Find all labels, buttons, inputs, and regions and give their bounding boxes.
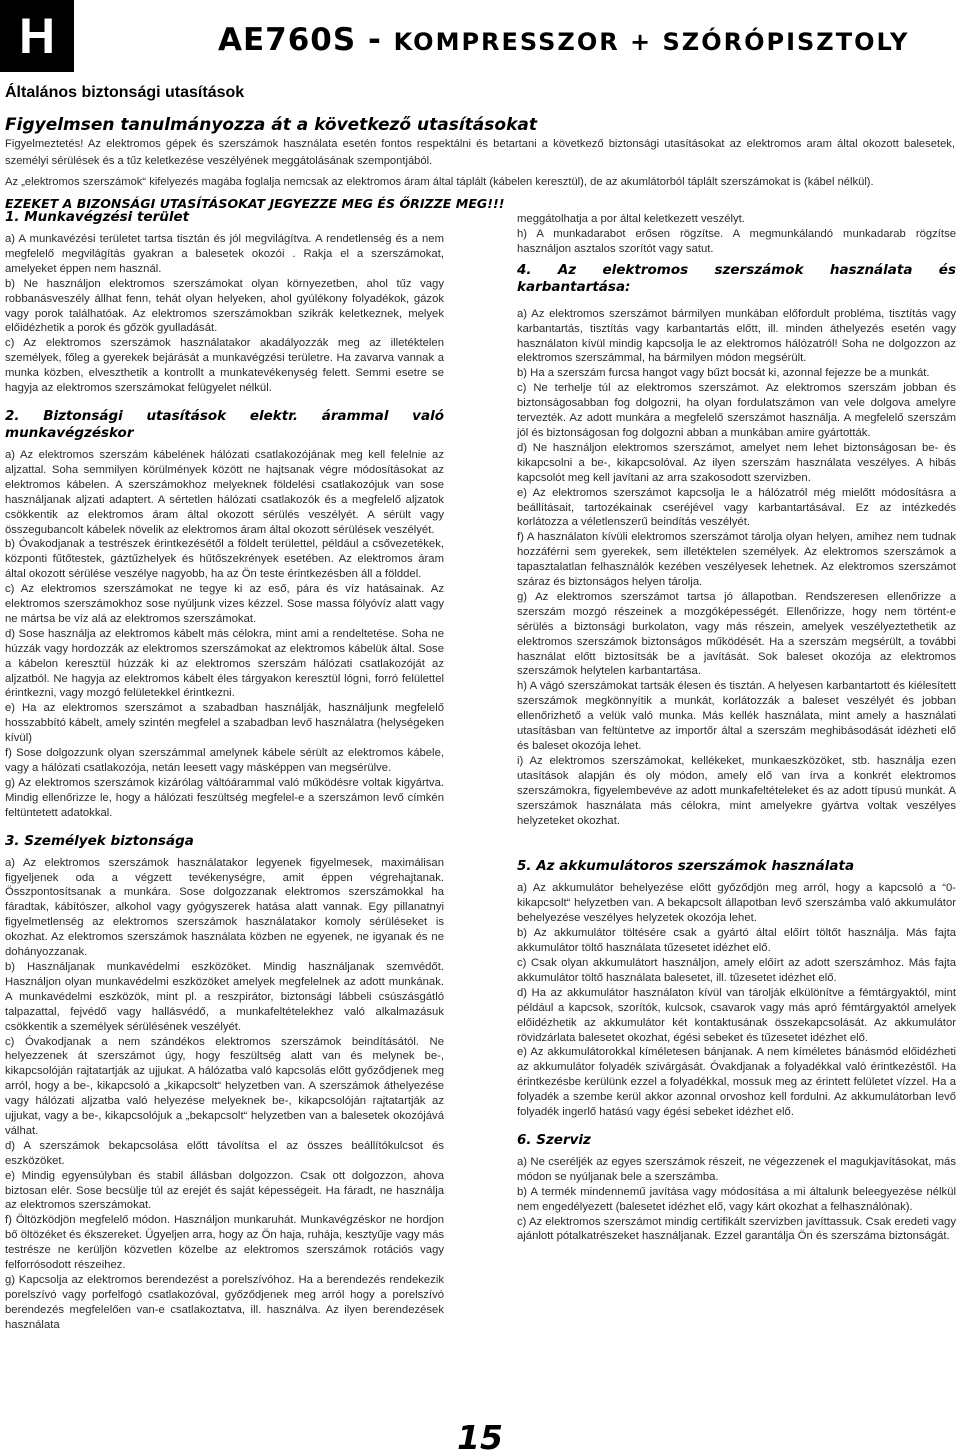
paragraph: e) Mindig egyensúlyban és stabil állásban dolgozzon. Csak ott dolgozzon, ahova biztosan elér. Sose becsülje túl az erejét és saját képességeit. Ha fáradt, ne használja az elektromos szerszámokat. xyxy=(5,1169,444,1212)
section-heading: 4. Az elektromos szerszámok használata és karbantartása: xyxy=(517,261,956,295)
spacer xyxy=(517,828,956,858)
language-code-box: H xyxy=(0,0,74,72)
left-column xyxy=(5,209,444,1333)
spacer xyxy=(5,396,444,408)
paragraph: e) Az elektromos szerszámot kapcsolja le a hálózatról még mielőtt módosításra a beállításait, tartozékainak cseréjével vagy karbantartásával. Ez az intézkedés korlátozza a véletlenszerű beindítás veszélyét. xyxy=(517,486,956,529)
paragraph: c) Az elektromos szerszámok használatakor akadályozzák meg az illetéktelen személyek, főleg a gyerekek bejárását a munkavégzési területre. Ha zavarva vannak a munka közben, elveszthetik a kontrollt a munkatevékenység felett. Semmi esetre se hagyja az elektromos szerszámokat felügyelet nélkül. xyxy=(5,337,444,395)
paragraph: d) Ha az akkumulátor használaton kívül van tárolják elkülönítve a fémtárgyaktól, mint például a kapcsok, szorítók, kulcsok, csavarok vagy más apró fémtárgyaktól amelyek előidézhetik az akkumulátor két kontaktusának összekapcsolását. Az akkumulátor rövidzárlata balesetet okozhat, égési sebeket és tűzesetet idézhet elő. xyxy=(517,986,956,1044)
paragraph: a) Az elektromos szerszámot bármilyen munkában előfordult probléma, tisztítás vagy karbantartás, tisztítás vagy karbantartás előtt, ill. minden áthelyezés esetén vagy használaton kívül mindig kapcsolja le az elektromos hálózatról! Soha ne dolgozzon az elektromos szerszámmal, ha bármilyen módon megsérült. xyxy=(517,307,956,365)
paragraph: a) Az akkumulátor behelyezése előtt győződjön meg arról, hogy a kapcsoló a “0-kikapcsolt“ helyzetben van. A bekapcsolt állapotban levő szerszámba való akkumulátor behelyezése veszélyes helyzetek okozója lehet. xyxy=(517,882,956,925)
section-heading: 5. Az akkumulátoros szerszámok használata xyxy=(517,858,855,875)
spacer xyxy=(5,821,444,833)
intro-text xyxy=(5,136,955,195)
paragraph: b) Ne használjon elektromos szerszámokat olyan környezetben, ahol tűz vagy robbanásveszély állhat fenn, tehát olyan helyeken, ahol gyúlékony folyadékok, gázok vagy porok találhatóak. Az elektromos szerszámokban szikrák keletkeznek, melyek előidézhetik a porok és gőzök gyulladását. xyxy=(5,277,444,335)
paragraph: d) A szerszámok bekapcsolása előtt távolítsa el az összes beállítókulcsot és eszközöket. xyxy=(5,1139,444,1167)
paragraph: c) Az elektromos szerszámokat ne tegye ki az eső, pára és víz hatásainak. Az elektromos szerszámokhoz sose nyúljunk vizes kézzel. Sose massa fólyóvíz alatt vagy ne mártsa be víz alá az elektromos szerszámokat. xyxy=(5,583,444,625)
paragraph: c) Ne terhelje túl az elektromos szerszámot. Az elektromos szerszám jobban és biztonságosabban fog dolgozni, ha olyan fordulatszámon van vele dolgova amelyre tervezték. Az adott munkára a megfelelő szerszámot használja. A megfelelő szerszám jól és biztonságosan fog dolgozni abban a munkában amire gyártották. xyxy=(517,382,956,439)
paragraph: d) Sose használja az elektromos kábelt más célokra, mint ami a rendeltetése. Soha ne húzzák vagy hordozzák az elektromos szerszámokat az elektromos kábelük által. Sose a kábelon keresztül húzzák ki az elektromos szerszám hálózati csatlakozóját az aljzatból. Ne hagyja az elektromos kábelt éles tárgyakon keresztül lógni, forró felülettel érintkezni, vagy mozgó felületekkel érintkezni. xyxy=(5,627,444,700)
paragraph: b) A termék mindennemű javítása vagy módosítása a mi általunk beleegyezése nélkül nem engedélyezett (balesetet idézhet elő, vagy kárt okozhat a felhasználónak). xyxy=(517,1185,956,1213)
paragraph: d) Ne használjon elektromos szerszámot, amelyet nem lehet biztonságosan be- és kikapcsolni a be-, kikapcsolóval. Az ilyen szerszám használata veszélyes. A hibás kapcsolót meg kell javítani az arra szakosodott szervizben. xyxy=(517,441,956,484)
paragraph: f) Sose dolgozzunk olyan szerszámmal amelynek kábele sérült az elektromos kábele, vagy a hálózati csatlakozója, netán leesett vagy másképpen van megsérülve. xyxy=(5,747,444,774)
section-heading: 1. Munkavégzési terület xyxy=(5,209,190,225)
paragraph: b) Óvakodjanak a testrészek érintkezésétől a földelt területtel, például a csővezetékek, központi fűtőtestek, gáztűzhelyek és hűtőszekrények esetében. Az elektromos áram által okozott sérülése veszélye nagyobb, ha az Ön teste érintkezésben áll a földdel. xyxy=(5,538,444,581)
paragraph: i) Az elektromos szerszámokat, kellékeket, munkaeszközöket, stb. használja ezen utasítások alapján és oly módon, amely elő van írva a konkrét elektromos szerszámokra, figyelembevéve az adott munkafeltételeket és az adott típusú munkát. A szerszámok használata más célokra, mint amelyekre gyártva voltak veszélyes helyzeteket okozhat. xyxy=(517,754,956,827)
warning-heading: Figyelmsen tanulmányozza át a következő utasításokat xyxy=(5,115,537,135)
paragraph: g) Kapcsolja az elektromos berendezést a porelszívóhoz. Ha a berendezés rendekezik porelszívó vagy porfelfogó csatlakozóval, győződjenek meg arról hogy a porelszívó berendezés megfelelően van-e csatlakoztatva, ill. használva. Az ilyen berendezések használata xyxy=(5,1274,444,1331)
paragraph: f) A használaton kívüli elektromos szerszámot tárolja olyan helyen, amihez nem tudnak hozzáférni sem gyerekek, sem illetéktelen személyek. Az elektromos szerszámok a tapasztalatlan felhasználók kezében veszélyesek lehetnek. Az elektromos szerszámot száraz és biztonságos helyen tárolja. xyxy=(517,531,956,589)
page-header-title xyxy=(218,22,948,58)
paragraph: g) Az elektromos szerszámok kizárólag váltóárammal való működésre voltak kigyártva. Mindig ellenőrizze le, hogy a hálózati feszültség megfelel-e a szerszámon levő címkén feltüntetett adatokkal. xyxy=(5,776,444,819)
general-safety-heading: Általános biztonsági utasítások xyxy=(5,84,245,101)
intro-paragraph: Figyelmeztetés! Az elektromos gépek és szerszámok használata esetén fontos respektálni és betartani a következő biztonsági utasításokat az elektromos aram által okozott balesetek, személyi sérülések és a tűz keletkezése veszélyének meggátolásának szempontjából. xyxy=(5,138,955,167)
paragraph: b) Ha a szerszám furcsa hangot vagy bűzt bocsát ki, azonnal fejezze be a munkát. xyxy=(517,367,930,380)
paragraph: e) Ha az elektromos szerszámot a szabadban használják, használjunk megfelelő hosszabbító kábelt, amely szintén megfelel a szabadban levő használatra (helységeken kívül) xyxy=(5,702,444,745)
section-heading: 3. Személyek biztonsága xyxy=(5,832,194,849)
paragraph: a) A munkavézési területet tartsa tisztán és jól megvilágítva. A rendetlenség és a nem megfelelő megvilágítás gyakran a balesetek okozói . Rakja el a szerszámokat, amelyeket éppen nem használ. xyxy=(5,233,444,275)
paragraph: a) Az elektromos szerszámok használatakor legyenek figyelmesek, maximálisan figyeljenek oda a végzett tevékenységre, amit éppen végrehajtanak. Összpontosítsanak a munkára. Sose dolgozzanak elektromos szerszámokkal ha fáradtak, kábítószer, alkohol vagy gyógyszerek hatása alatt vannak. Egy pillanatnyi figyelmetlenség az elektromos szerszámok használatakor komoly sérüléseket is okozhat. Az elektromos szerszámok használata közben ne egyenek, ne igyanak és ne dohányozzanak. xyxy=(5,856,444,959)
paragraph: c) Csak olyan akkumulátort használjon, amely előírt az adott szerszámhoz. Más fajta akkumulátor töltő használata balesetet, ill. tűzesetet idézhet elő. xyxy=(517,956,956,984)
paragraph: b) Az akkumulátor töltésére csak a gyártó által előírt töltőt használja. Más fajta akkumulátor töltő használata tűzesetet idézhet elő. xyxy=(517,927,956,955)
section-heading: 6. Szerviz xyxy=(517,1131,591,1148)
keep-instructions-heading: EZEKET A BIZONSÁGI UTASÍTÁSOKAT JEGYEZZE MEG ÉS ŐRIZZE MEG!!! xyxy=(5,196,505,211)
right-column xyxy=(517,212,956,1244)
paragraph: b) Használjanak munkavédelmi eszközöket. Mindig használjanak szemvédőt. Használjon olyan munkavédelmi eszközöket amelyek megfelelnek az adott munkának. A munkavédelmi eszközök, mint pl. a reszpirátor, biztonsági lábbeli csúszásgátló talpazattal, fejvédő vagy hallásvédő, a munkafeltételekhez való alkalmazásuk csökkentik a személyek sérülésének veszélyét. xyxy=(5,960,444,1033)
intro-paragraph: Az „elektromos szerszámok“ kifelyezés magába foglalja nemcsak az elektromos áram által táplált (kábelen keresztül), de az akumlátorból táplált szerszámokat is (kábel nélkül). xyxy=(5,176,874,188)
paragraph: h) A munkadarabot erősen rögzítse. A megmunkálandó munkadarab rögzítse használjon asztalos szorítót vagy satut. xyxy=(517,227,956,255)
paragraph: f) Öltözködjön megfelelő módon. Használjon munkaruhát. Munkavégzéskor ne hordjon bő öltözéket és ékszereket. Ügyeljen arra, hogy az Ön haja, ruhája, kesztyűje vagy más testrésze ne kerüljön közvetlen közelbe az elektromos szerszámok rotációs vagy felforrósodott részeihez. xyxy=(5,1214,444,1272)
spacer xyxy=(517,1120,956,1132)
paragraph: c) Óvakodjanak a nem szándékos elektromos szerszámok beindításától. Ne helyezzenek át szerszámot úgy, hogy feszültség alatt van és melynek be-, kikapcsolóján rajtatartják az ujjukat. A hálózatba való kapcsolás előtt győződjenek meg arról, hogy a be-, kikapcsoló a „kikapcsolt“ helyzetben van. A szerszámok áthelyezése vagy hálózati aljzatba való helyezése melyeknek be-, kikapcsolóján rajtatartják az ujjukat, vagy a be-, kikapcsolójuk a „bekapcsolt“ helyzetben van a balesetek okozójává válhat. xyxy=(5,1035,444,1137)
product-name: KOMPRESSZOR + SZÓRÓPISZTOLY xyxy=(393,28,910,56)
paragraph: a) Az elektromos szerszám kábelének hálózati csatlakozójának meg kell felelnie az aljzattal. Soha semmilyen körülmények között ne hajtsanak végre módosításokat az elektromos kábelen. A szerszámokhoz melyeknek földelési csatlakozójuk van sose használjanak aljzati adaptert. A sértetlen hálózati csatlakozók és a megfelelő aljzatok csökkentik az elektromos áram által okozott sérülés veszélyét. A sérült vagy összegubancolt kábelek növelik az elektromos áram által okozott sérülések veszélyét. xyxy=(5,448,444,536)
model-name: AE760S - xyxy=(218,22,394,58)
section-heading: 2. Biztonsági utasítások elektr. árammal való munkavégzéskor xyxy=(5,407,444,441)
page-number: 15 xyxy=(457,1418,503,1453)
paragraph: meggátolhatja a por által keletkezett veszélyt. xyxy=(517,213,745,225)
paragraph: e) Az akkumulátorokkal kíméletesen bánjanak. A nem kíméletes bánásmód előidézheti az akkumulátor folyadék szivárgását. Óvakdjanak a folyadékkal való érintkezéstől. Ha érintkezésbe kerülünk ezzel a folyadékkal, mossuk meg az érintett felületet vízzel. Ha a folyadék a szembe kerül akkor azonnal orvoshoz kell fordulni. Az akkumulátorban levő folyadék ingerlő hatású vagy égési sebeket idézhet elő. xyxy=(517,1046,956,1119)
paragraph: g) Az elektromos szerszámot tartsa jó állapotban. Rendszeresen ellenőrizze a szerszám mozgó részeinek a mozgóképességét. Ellenőrizze, hogy nem történt-e sérülés a biztonsági burkolaton, vagy más részein, amelyek veszélyeztethetik az elektromos szerszámok biztonságos működését. Ha a szerszám megsérült, a további használat előtt biztosítsák be a javítását. Sok baleset okozója az elektromos szerszámok helytelen karbantartása. xyxy=(517,590,956,678)
paragraph: a) Ne cseréljék az egyes szerszámok részeit, ne végezzenek el magukjavításokat, más módon se nyúljanak bele a szerszámba. xyxy=(517,1155,956,1183)
paragraph: h) A vágó szerszámokat tartsák élesen és tisztán. A helyesen karbantartott és kiélesített szerszámok megkönnyítik a munkát, korlátozzák a baleset veszélyét és jobban ellenőrizhető a velük való munka. Más kellék használata, mint amely a használati utasításban van feltüntetve az importőr által a szerszám meghibásodását idézheti elő és baleset okozója lehet. xyxy=(517,680,956,752)
paragraph: c) Az elektromos szerszámot mindig certifikált szervizben javíttassuk. Csak eredeti vagy ajánlott pótalkatrészeket használjanak. Ezzel garantálja Ön és szerszáma biztonságát. xyxy=(517,1215,956,1243)
